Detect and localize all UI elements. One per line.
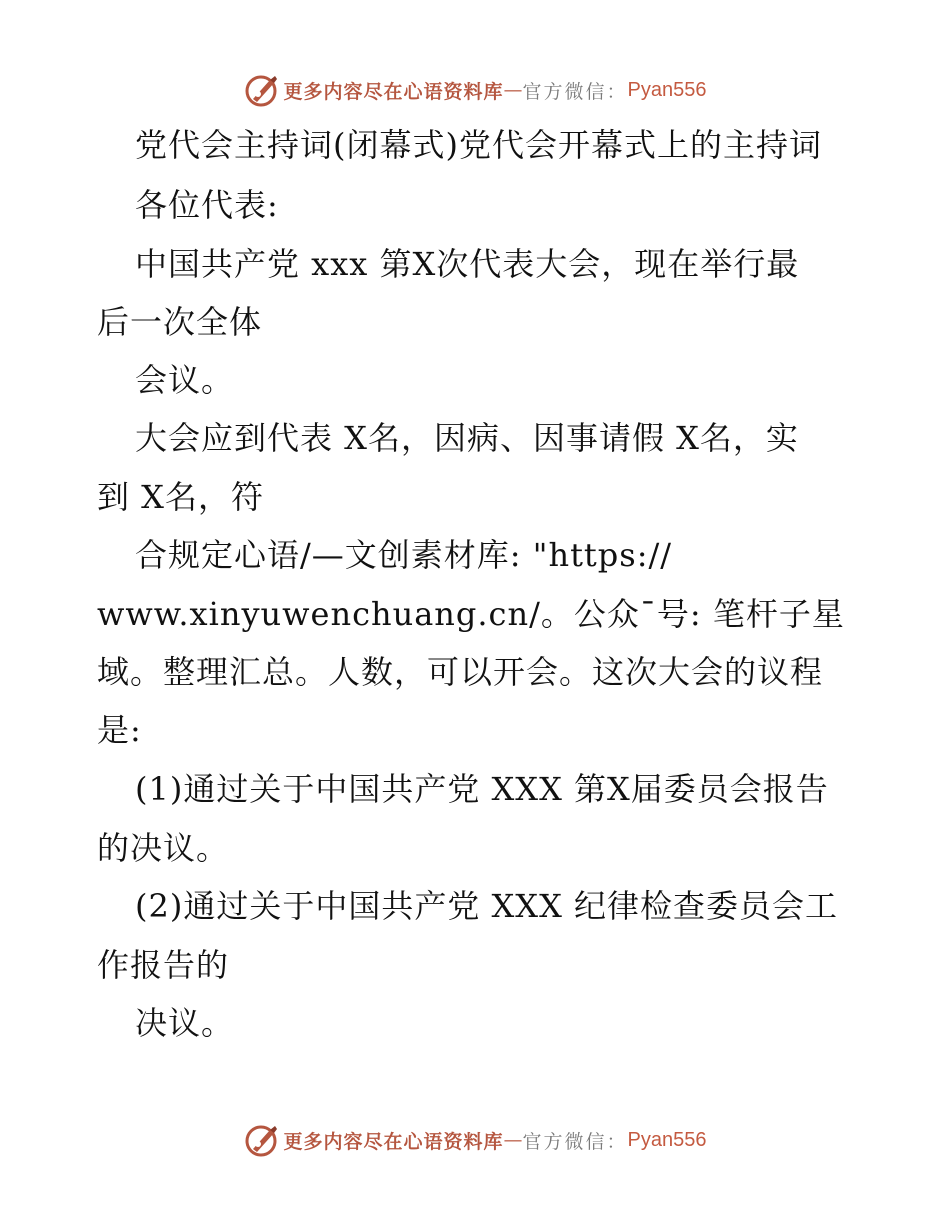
banner-wechat-id: Pyan556 xyxy=(627,78,707,101)
banner-text: 更多内容尽在心语资料库 xyxy=(283,1130,504,1153)
doc-line: 到 X名，符 xyxy=(97,478,264,516)
doc-line: 决议。 xyxy=(135,1004,235,1042)
banner-separator: — xyxy=(503,79,523,101)
doc-line: 后一次全体 xyxy=(97,303,263,341)
doc-line: 会议。 xyxy=(135,361,235,399)
footer-banner xyxy=(0,1120,950,1160)
pen-logo-icon xyxy=(244,1122,280,1158)
doc-line: (1)通过关于中国共产党 XXX 第X届委员会报告 xyxy=(135,770,829,808)
doc-line: www.xinyuwenchuang.cn/。公众¯号: 笔杆子星 xyxy=(97,595,845,633)
doc-line: (2)通过关于中国共产党 XXX 纪律检查委员会工 xyxy=(135,887,839,925)
banner-separator: — xyxy=(503,1129,523,1151)
banner-label: 官方微信： xyxy=(522,1130,628,1153)
doc-line: 的决议。 xyxy=(97,829,230,867)
doc-line: 合规定心语/—文创素材库: "https:// xyxy=(135,536,673,574)
doc-title: 党代会主持词(闭幕式)党代会开幕式上的主持词 xyxy=(135,126,822,164)
doc-line: 各位代表: xyxy=(135,186,279,224)
banner-wechat-id: Pyan556 xyxy=(627,1128,707,1151)
banner-label: 官方微信： xyxy=(522,80,628,103)
doc-line: 域。整理汇总。人数，可以开会。这次大会的议程 xyxy=(97,653,824,691)
doc-line: 作报告的 xyxy=(97,946,230,984)
doc-line: 大会应到代表 X名，因病、因事请假 X名，实 xyxy=(135,419,799,457)
banner-text: 更多内容尽在心语资料库 xyxy=(283,80,504,103)
doc-line: 是: xyxy=(97,711,142,749)
doc-line: 中国共产党 xxx 第X次代表大会，现在举行最 xyxy=(135,245,800,283)
